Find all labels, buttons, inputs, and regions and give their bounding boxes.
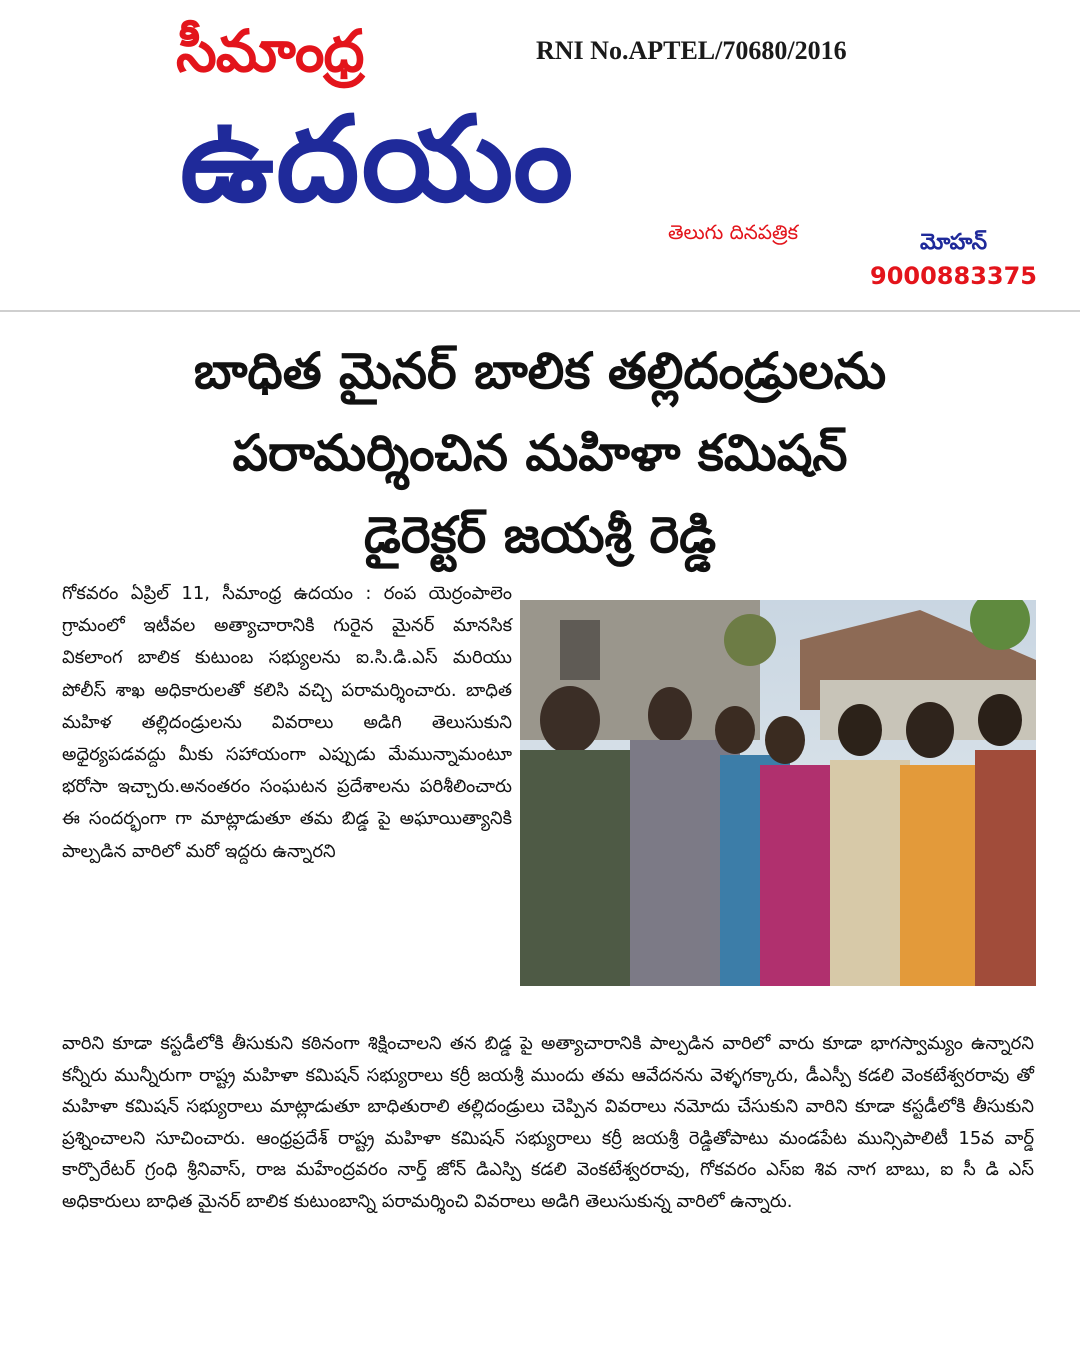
masthead [0, 0, 1080, 300]
newspaper-name-top: సీమాంధ్ర [176, 17, 364, 85]
article-column [62, 578, 512, 868]
newspaper-tagline: తెలుగు దినపత్రిక [668, 220, 799, 244]
news-photo [520, 600, 1036, 986]
headline [60, 330, 1020, 576]
rni-number: RNI No.APTEL/70680/2016 [536, 36, 847, 65]
dateline: గోకవరం ఏప్రిల్ 11, సీమాంధ్ర ఉదయం : [62, 583, 372, 604]
newspaper-name-main: ఉదయం [180, 90, 576, 228]
headline-line-1: బాధిత మైనర్ బాలిక తల్లిదండ్రులను [193, 342, 887, 400]
news-photo-illustration [520, 600, 1036, 986]
article-continuation: వారిని కూడా కస్టడీలోకి తీసుకుని కఠినంగా శిక్షించాలని తన బిడ్డ పై అత్యాచారానికి పాల్పడిన వారిలో వారు కూడా భాగస్వామ్యం ఉన్నారని కన్నీరు మున్నీరుగా రాష్ట్ర మహిళా కమిషన్ సభ్యురాలు కర్రీ జయశ్రీ ముందు తమ ఆవేదనను వెళ్ళగక్కారు, డీఎస్పీ కడలి వెంకటేశ్వరరావు తో మహిళా కమిషన్ సభ్యురాలు మాట్లాడుతూ బాధితురాలి తల్లిదండ్రులు చెప్పిన వివరాలు నమోదు చేసుకుని వారిని కూడా కస్టడీలోకి తీసుకుని ప్రశ్నించాలని సూచించారు. ఆంధ్రప్రదేశ్ రాష్ట్ర మహిళా కమిషన్ సభ్యురాలు కర్రీ జయశ్రీ రెడ్డితోపాటు మండపేట మున్సిపాలిటీ 15వ వార్డ్ కార్పొరేటర్ గ్రంధి శ్రీనివాస్, రాజ మహేంద్రవరం నార్త్ జోన్ డిఎస్పి కడలి వెంకటేశ్వరరావు, గోకవరం ఎస్ఐ శివ నాగ బాబు, ఐ సీ డి ఎస్ అధికారులు బాధిత మైనర్ బాలిక కుటుంబాన్ని పరామర్శించి వివరాలు అడిగి తెలుసుకున్న వారిలో ఉన్నారు. [62, 1033, 1034, 1212]
headline-line-3: డైరెక్టర్ జయశ్రీ రెడ్డి [363, 506, 717, 564]
column-text: రంప యెర్రంపాలెం గ్రామంలో ఇటీవల అత్యాచారానికి గురైన మైనర్ మానసిక వికలాంగ బాలిక కుటుంబ సభ్యులను ఐ.సి.డి.ఎస్ మరియు పోలీస్ శాఖ అధికారులతో కలిసి వచ్చి పరామర్శించారు. బాధిత మహిళ తల్లిదండ్రులను వివరాలు అడిగి తెలుసుకుని అధైర్యపడవద్దు మీకు సహాయంగా ఎప్పుడు మేమున్నామంటూ భరోసా ఇచ్చారు.అనంతరం సంఘటన ప్రదేశాలను పరిశీలించారు ఈ సందర్భంగా గా మాట్లాడుతూ తమ బిడ్డ పై అఘాయిత్యానికి పాల్పడిన వారిలో మరో ఇద్దరు ఉన్నారని [62, 583, 512, 862]
masthead-divider [0, 310, 1080, 312]
reporter-name: మోహన్ [920, 230, 988, 255]
reporter-phone: 9000883375 [870, 262, 1037, 290]
headline-line-2: పరామర్శించిన మహిళా కమిషన్ [232, 424, 848, 482]
